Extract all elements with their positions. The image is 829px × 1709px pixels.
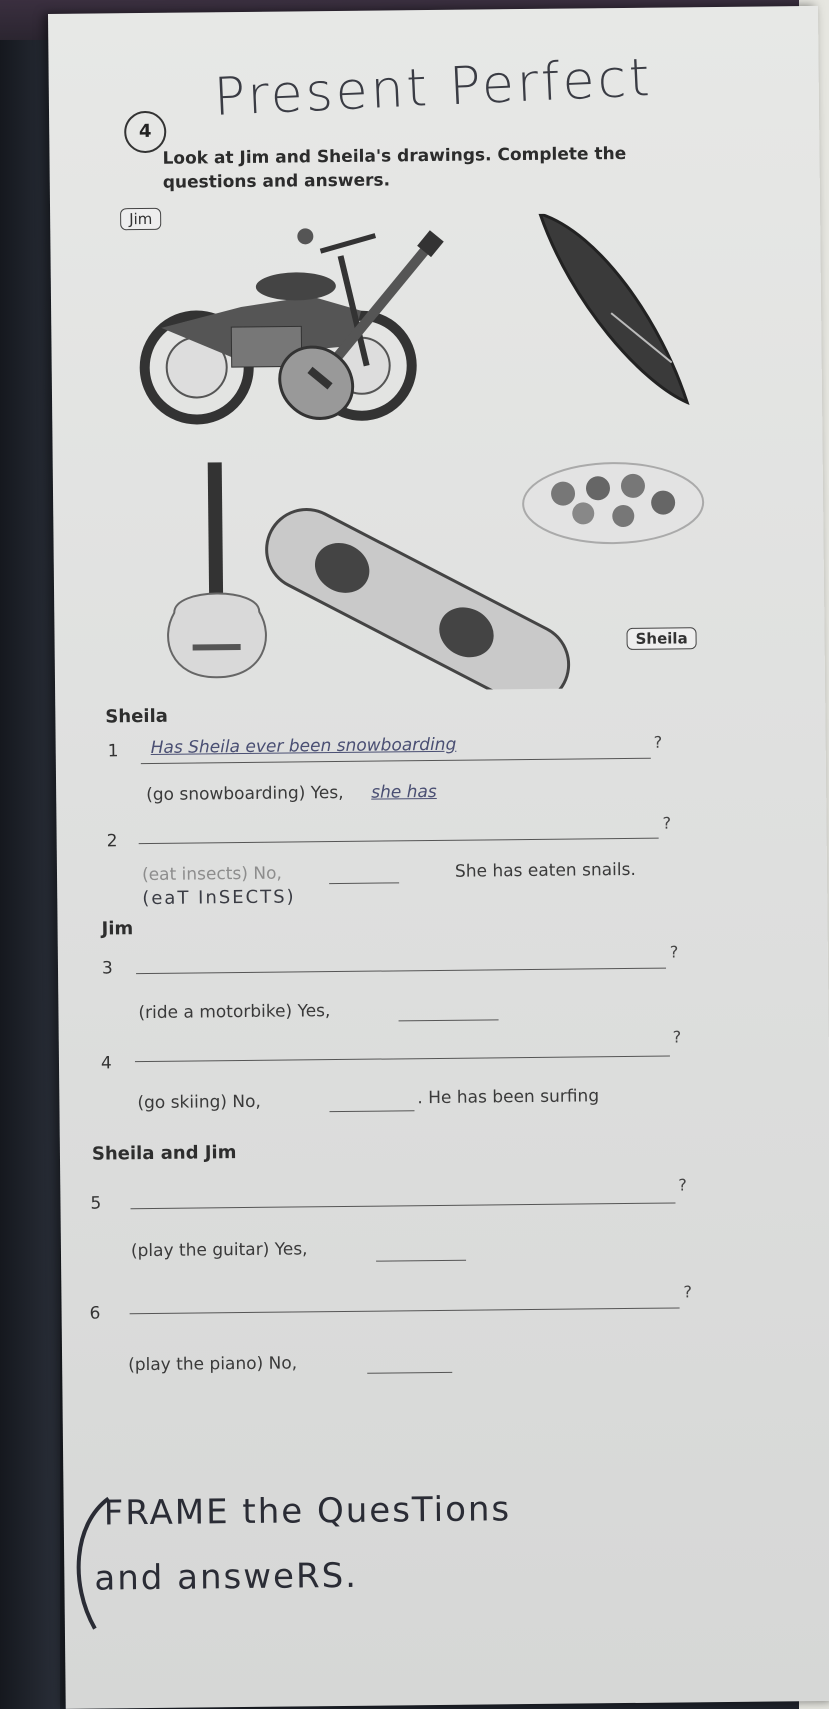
motorbike-drawing	[143, 227, 412, 420]
item-5-number: 5	[90, 1193, 102, 1214]
acoustic-guitar-drawing	[166, 462, 266, 678]
jim-label-box: Jim	[120, 208, 161, 230]
exercise-instruction: Look at Jim and Sheila's drawings. Complete the questions and answers.	[162, 143, 627, 193]
item-4-question-mark: ?	[672, 1027, 682, 1047]
item-3-answer-line[interactable]	[136, 968, 666, 975]
item-3-prompt: (ride a motorbike) Yes,	[138, 1001, 331, 1024]
snowboard-drawing	[253, 496, 583, 694]
item-2-extra-text: She has eaten snails.	[454, 859, 636, 882]
item-3-number: 3	[101, 958, 113, 979]
item-2-prompt: (eat insects) No,	[141, 863, 282, 886]
exercise-number: 4	[124, 111, 166, 153]
item-5-question-mark: ?	[678, 1175, 687, 1195]
handwritten-note-line-1: FRAME the QuesTions	[103, 1489, 512, 1534]
section-heading-sheila-and-jim: Sheila and Jim	[91, 1142, 237, 1165]
item-2-handwritten-note: (eaT InSECTS)	[142, 886, 296, 910]
worksheet-page	[48, 6, 829, 1709]
item-4-number: 4	[100, 1053, 112, 1074]
item-1-answer-line[interactable]	[141, 758, 651, 764]
item-4-extra-text: . He has been surfing	[417, 1086, 600, 1109]
item-1-question-mark: ?	[653, 732, 663, 752]
item-2-question-mark: ?	[662, 813, 672, 833]
section-heading-jim: Jim	[101, 918, 134, 940]
item-5-answer-line[interactable]	[131, 1202, 676, 1209]
item-2-short-answer-line[interactable]	[329, 882, 399, 884]
item-3-question-mark: ?	[669, 942, 679, 962]
item-2-number: 2	[106, 831, 118, 852]
item-5-short-answer-line[interactable]	[376, 1260, 466, 1262]
sheila-label-box: Sheila	[626, 627, 696, 650]
item-6-answer-line[interactable]	[130, 1307, 680, 1314]
jim-drawings	[100, 212, 702, 438]
item-6-short-answer-line[interactable]	[367, 1372, 452, 1374]
item-1-prompt: (go snowboarding) Yes,	[146, 782, 344, 806]
item-1-answer-written: she has	[371, 781, 437, 803]
item-6-number: 6	[89, 1303, 101, 1324]
item-4-answer-line[interactable]	[135, 1056, 670, 1063]
item-3-short-answer-line[interactable]	[399, 1019, 499, 1021]
item-6-question-mark: ?	[683, 1282, 693, 1302]
item-5-prompt: (play the guitar) Yes,	[130, 1239, 308, 1262]
surfboard-drawing	[540, 212, 687, 404]
section-heading-sheila: Sheila	[105, 705, 168, 728]
item-2-answer-line[interactable]	[139, 838, 659, 844]
item-4-prompt: (go skiing) No,	[137, 1091, 262, 1114]
item-1-number: 1	[107, 741, 119, 762]
sheila-drawings	[113, 457, 715, 693]
item-1-question-written: Has Sheila ever been snowboarding	[150, 734, 457, 758]
handwritten-title: Present Perfect	[212, 48, 654, 128]
handwritten-note-line-2: and answeRS.	[94, 1555, 359, 1599]
item-6-prompt: (play the piano) No,	[128, 1353, 298, 1376]
item-4-short-answer-line[interactable]	[330, 1110, 415, 1112]
snails-plate-drawing	[523, 462, 704, 544]
